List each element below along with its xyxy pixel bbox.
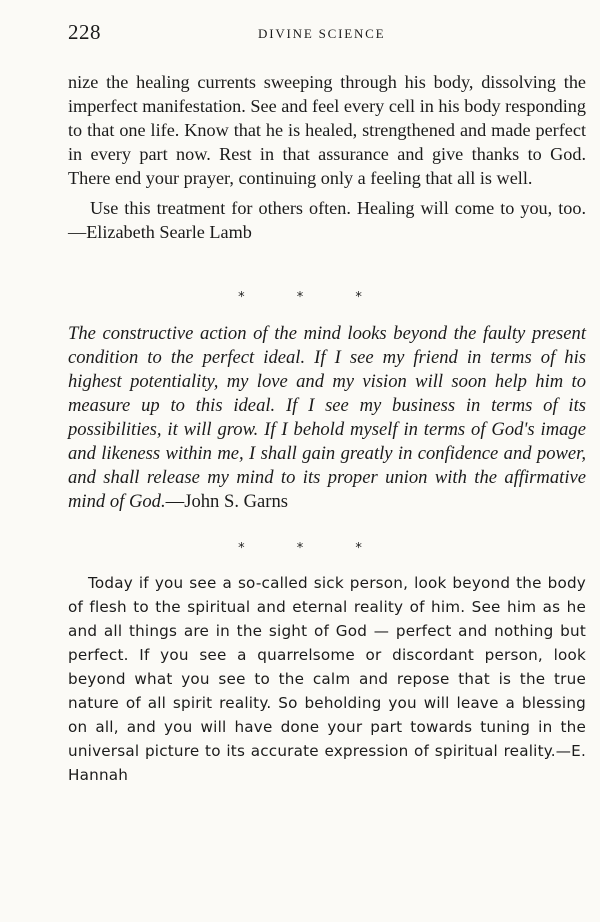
running-head: DIVINE SCIENCE bbox=[258, 26, 386, 41]
section-separator: * * * bbox=[238, 541, 386, 556]
closing-paragraph bbox=[68, 196, 586, 244]
closing-text: Use this treatment for others often. Healing will come to you, too. bbox=[90, 198, 586, 218]
hannah-section bbox=[68, 571, 586, 787]
hannah-text: Today if you see a so-called sick person, look beyond the body of flesh to the spiritual and eternal reality of him. See him as he and all things are in the sight of God — perfect and nothing but perfect. If you see a quarrelsome or discordant person, look beyond what you see to the calm and repose that is the true nature of all spirit reality. So beholding you will leave a blessing on all, and you will have done your part towards tuning in the universal picture to its accurate expression of spiritual reality. bbox=[68, 574, 586, 760]
garns-quote bbox=[68, 322, 586, 514]
treatment-paragraph: nize the healing currents sweeping through his body, dissolving the imperfect manifestation. See and feel every cell in his body responding to that one life. Know that he is healed, strengthened and made perfect in every part now. Rest in that assurance and give thanks to God. There end your prayer, continuing only a feeling that all is well. bbox=[68, 72, 586, 188]
page-header bbox=[68, 20, 586, 50]
hannah-paragraph bbox=[68, 571, 586, 787]
quote-text: The constructive action of the mind looks beyond the faulty present condition to the perfect ideal. If I see my friend in terms of his highest potentiality, my love and my vision will soon help him to measure up to this ideal. If I see my business in terms of its possibilities, it will grow. If I behold myself in terms of God's image and likeness within me, I shall gain greatly in confidence and power, and shall release my mind to its proper union with the affirmative mind of God. bbox=[68, 323, 586, 512]
author-hannah: —E. Hannah bbox=[68, 742, 586, 784]
section-separator: * * * bbox=[238, 290, 386, 305]
author-lamb: —Elizabeth Searle Lamb bbox=[68, 222, 252, 242]
author-garns: —John S. Garns bbox=[165, 491, 289, 512]
quote-paragraph bbox=[68, 322, 586, 514]
page-number: 228 bbox=[68, 20, 101, 44]
treatment-section bbox=[68, 70, 586, 244]
